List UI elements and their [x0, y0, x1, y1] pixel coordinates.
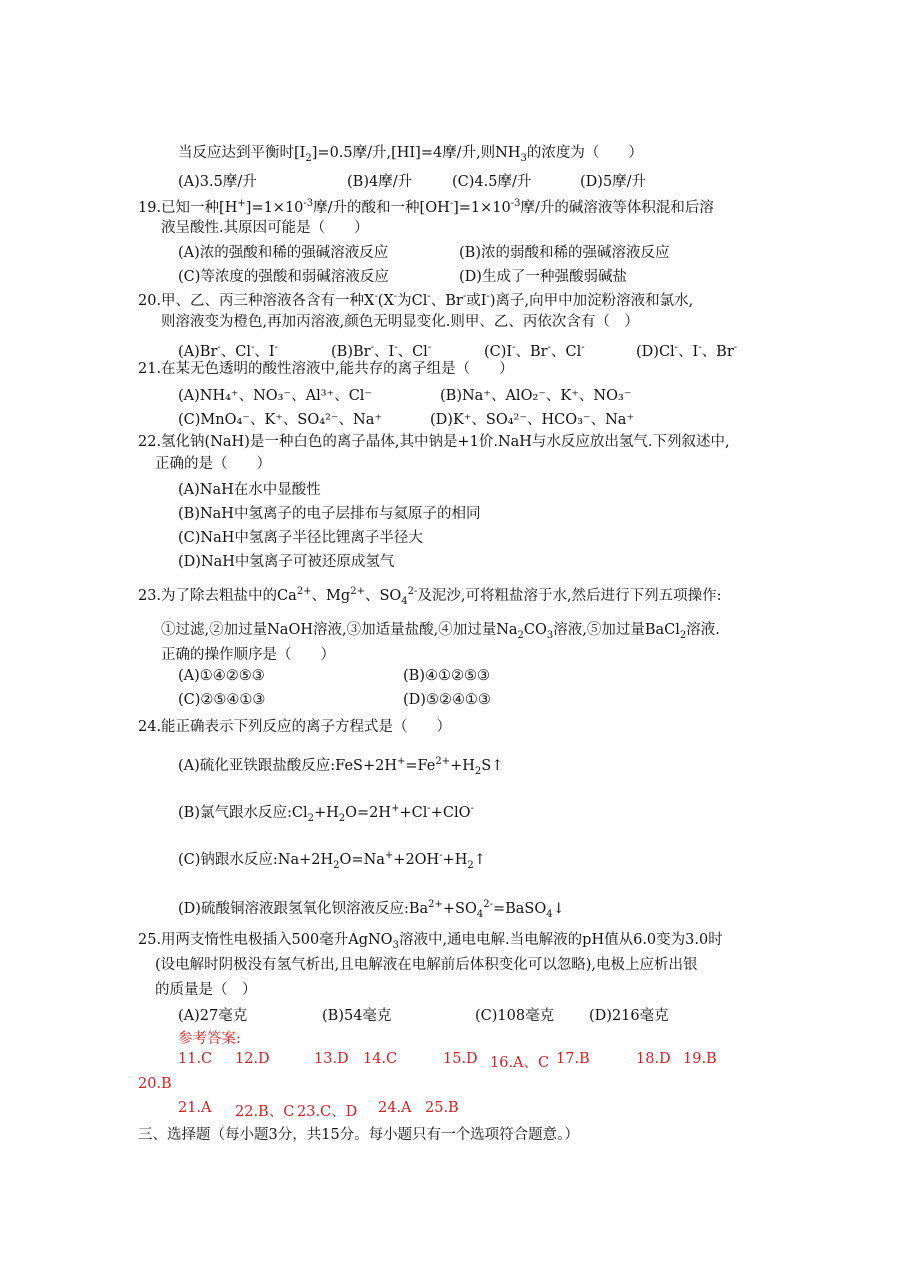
- q22-option-d: (D)NaH中氢离子可被还原成氢气: [178, 554, 395, 570]
- q23-option-b: (B)④①②⑤③: [403, 668, 490, 684]
- q21-stem: 21.在某无色透明的酸性溶液中,能共存的离子组是（ ）: [138, 361, 514, 377]
- q22-option-b: (B)NaH中氢离子的电子层排布与氦原子的相同: [178, 506, 481, 522]
- q24-stem: 24.能正确表示下列反应的离子方程式是（ ）: [138, 719, 452, 735]
- q18-condition: 当反应达到平衡时$[I_2]=0.5$摩/升,[HI]=4摩/升,则$NH_3$的浓度为（ ）: [178, 145, 643, 164]
- answer-item: 16.A、C: [490, 1055, 550, 1071]
- q19-stem-line2: 液呈酸性.其原因可能是（ ）: [161, 220, 369, 236]
- answers-title: 参考答案:: [178, 1031, 241, 1047]
- q25-stem: 25.用两支惰性电极插入500毫升AgNO$_3$溶液中,通电电解.当电解液的pH值从6.0变为3.0时: [138, 932, 723, 951]
- answer-item: 21.A: [178, 1100, 212, 1116]
- answer-item: 19.B: [683, 1051, 717, 1067]
- answer-item: 17.B: [556, 1051, 590, 1067]
- answer-item: 23.C、D: [297, 1104, 358, 1120]
- q18-option-c: (C)4.5摩/升: [452, 174, 532, 190]
- answer-item: 25.B: [425, 1100, 459, 1116]
- answer-item: 15.D: [443, 1051, 478, 1067]
- answer-item: 14.C: [363, 1051, 398, 1067]
- q23-option-d: (D)⑤②④①③: [403, 692, 491, 708]
- q23-stem-line3: 正确的操作顺序是（ ）: [161, 647, 335, 663]
- answer-item: 18.D: [636, 1051, 671, 1067]
- q18-option-a: (A)3.5摩/升: [178, 174, 257, 190]
- answer-item: 24.A: [378, 1100, 412, 1116]
- q23-stem: 23.为了除去粗盐中的$Ca^{2+}$、$Mg^{2+}$、$SO_4^{2-}$及泥沙,可将粗盐溶于水,然后进行下列五项操作:: [138, 586, 722, 607]
- q20-stem-line2: 则溶液变为橙色,再加丙溶液,颜色无明显变化.则甲、乙、丙依次含有（ ）: [161, 314, 639, 330]
- q22-option-c: (C)NaH中氢离子半径比锂离子半径大: [178, 530, 423, 546]
- q19-option-a: (A)浓的强酸和稀的强碱溶液反应: [178, 245, 389, 261]
- q20-option-c: (C)I-、Br-、Cl-: [484, 342, 585, 360]
- q24-option-b: (B)氯气跟水反应$:Cl_2+H_2O=2H^++Cl^-+ClO^-$: [178, 803, 474, 824]
- q21-option-c: (C)MnO₄⁻、K⁺、SO₄²⁻、Na⁺: [178, 412, 383, 428]
- q18-option-d: (D)5摩/升: [580, 174, 647, 190]
- q24-option-c: (C)钠跟水反应$:Na+2H_2O=Na^++2OH^-+H_2↑$: [178, 850, 486, 871]
- q20-option-a: (A)Br-、Cl-、I-: [178, 342, 279, 360]
- q20-option-d: (D)Cl-、I-、Br-: [636, 342, 738, 360]
- answer-item: 12.D: [235, 1051, 270, 1067]
- q25-option-a: (A)27毫克: [178, 1008, 248, 1024]
- q22-option-a: (A)NaH在水中显酸性: [178, 482, 321, 498]
- q19-option-c: (C)等浓度的强酸和弱碱溶液反应: [178, 269, 389, 285]
- q25-option-d: (D)216毫克: [589, 1008, 669, 1024]
- q19-option-b: (B)浓的弱酸和稀的强碱溶液反应: [459, 245, 670, 261]
- q19-option-d: (D)生成了一种强酸弱碱盐: [459, 269, 627, 285]
- answer-item: 22.B、C: [235, 1104, 295, 1120]
- q20-stem: 20.甲、乙、丙三种溶液各含有一种X-(X-为Cl-、Br-或I-)离子,向甲中加淀粉溶液和氯水,: [138, 291, 694, 309]
- q23-option-a: (A)①④②⑤③: [178, 668, 265, 684]
- q25-option-b: (B)54毫克: [322, 1008, 392, 1024]
- q24-option-d: (D)硫酸铜溶液跟氢氧化钡溶液反应$:Ba^{2+}+SO_4^{2-}=BaSO_4↓$: [178, 899, 565, 920]
- q21-option-d: (D)K⁺、SO₄²⁻、HCO₃⁻、Na⁺: [430, 412, 635, 428]
- q25-stem-line3: 的质量是（ ）: [155, 982, 257, 998]
- q24-option-a: (A)硫化亚铁跟盐酸反应$:FeS+2H^+=Fe^{2+}+H_2S↑$: [178, 756, 504, 777]
- answer-item: 20.B: [138, 1076, 172, 1092]
- q25-stem-line2: (设电解时阴极没有氢气析出,且电解液在电解前后体积变化可以忽略),电极上应析出银: [155, 957, 698, 973]
- q22-stem-line2: 正确的是（ ）: [155, 456, 271, 472]
- q25-option-c: (C)108毫克: [475, 1008, 555, 1024]
- q21-option-b: (B)Na⁺、AlO₂⁻、K⁺、NO₃⁻: [440, 388, 632, 404]
- answer-item: 11.C: [178, 1051, 213, 1067]
- answer-item: 13.D: [314, 1051, 349, 1067]
- q23-option-c: (C)②⑤④①③: [178, 692, 266, 708]
- q21-option-a: (A)NH₄⁺、NO₃⁻、Al³⁺、Cl⁻: [178, 388, 373, 404]
- q19-stem: 19.已知一种$[H^+]=1\times 10^{-3}$摩/升的酸和一种$[OH^-]=1\times 10^{-3}$摩/升的碱溶液等体积混和后溶: [138, 198, 714, 216]
- q23-steps: ①过滤,②加过量NaOH溶液,③加适量盐酸,④加过量$Na_2CO_3$溶液,⑤加过量BaCl$_2$溶液.: [161, 622, 720, 641]
- q18-option-b: (B)4摩/升: [347, 174, 413, 190]
- section-heading: 三、选择题（每小题3分，共15分。每小题只有一个选项符合题意。）: [138, 1127, 579, 1143]
- q20-option-b: (B)Br-、I-、Cl-: [331, 342, 432, 360]
- q22-stem: 22.氢化钠(NaH)是一种白色的离子晶体,其中钠是+1价.NaH与水反应放出氢气.下列叙述中,: [138, 434, 730, 450]
